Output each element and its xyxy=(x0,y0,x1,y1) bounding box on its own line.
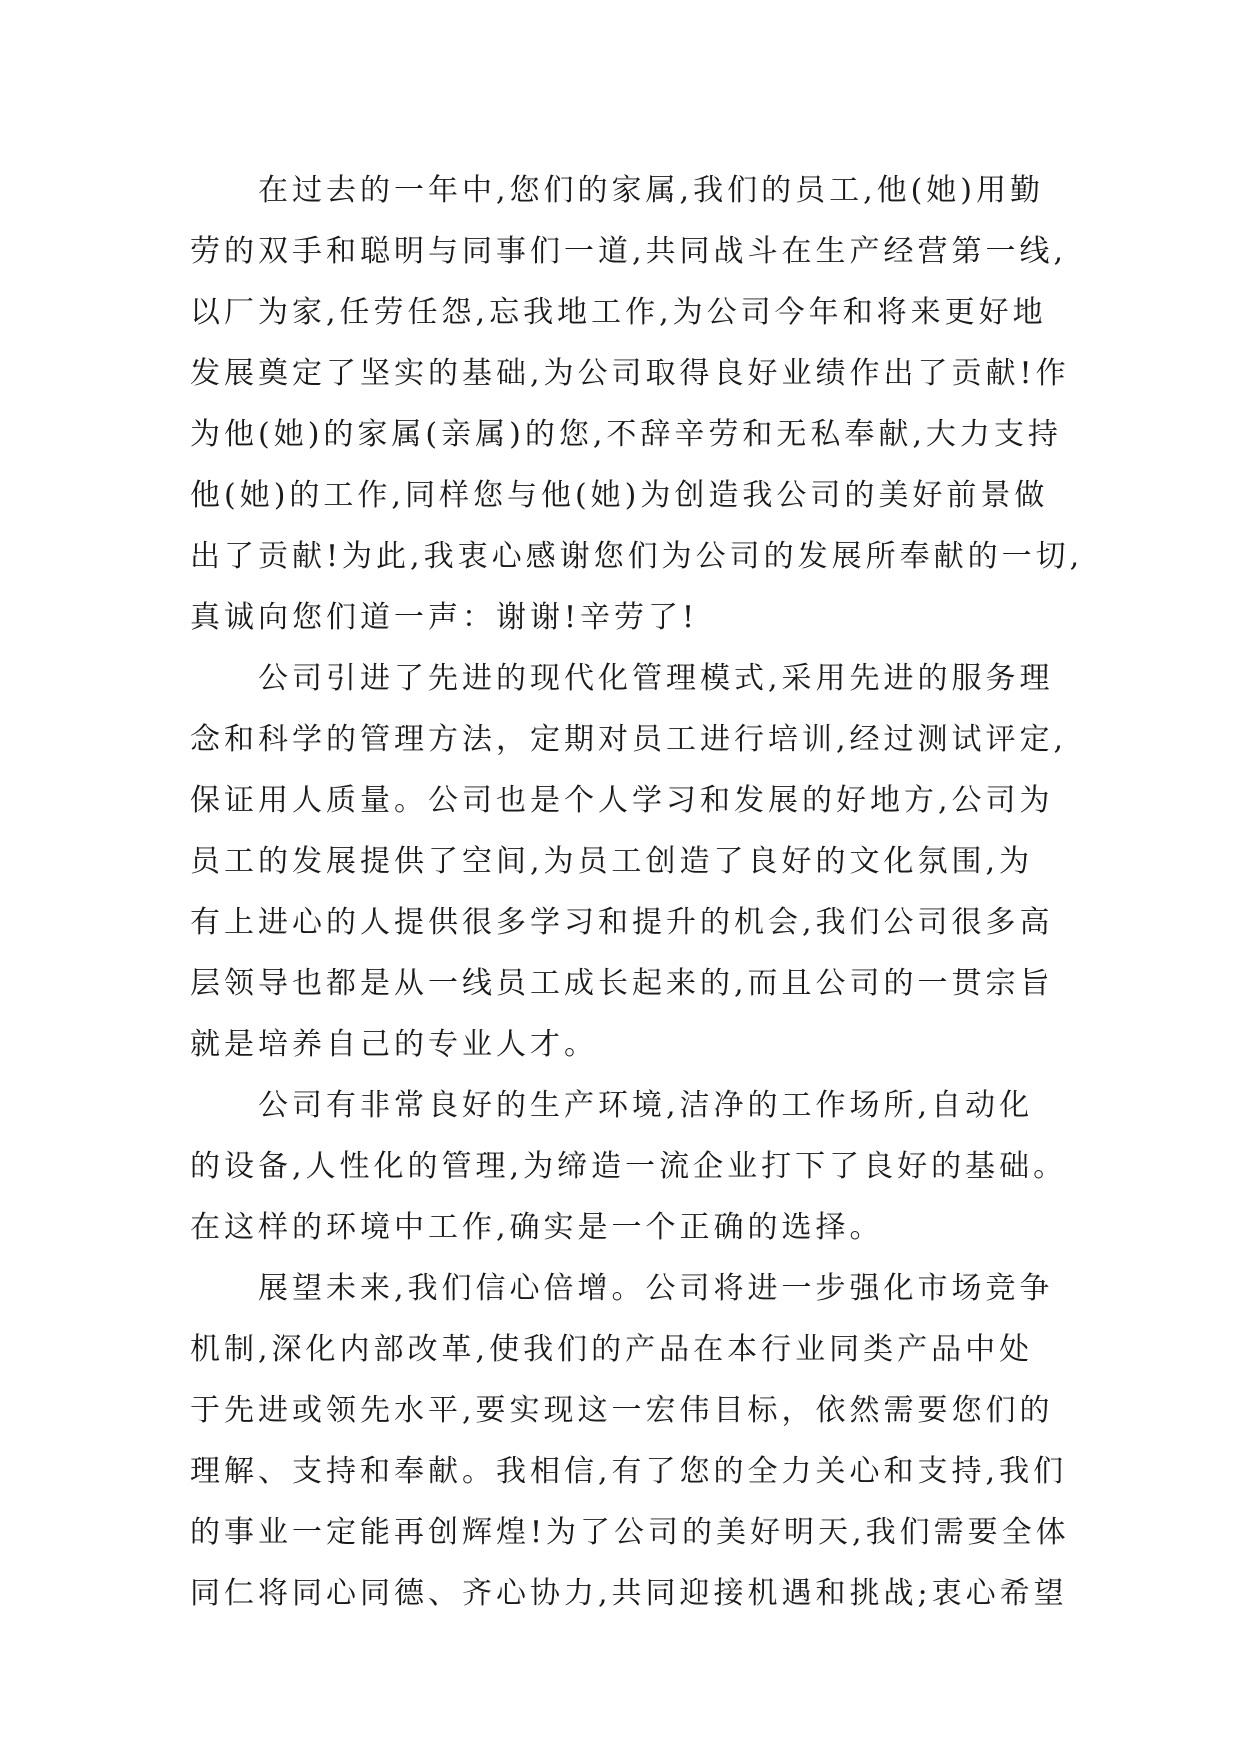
text-line: 就是培养自己的专业人才。 xyxy=(190,1027,598,1062)
text-line: 公司引进了先进的现代化管理模式,采用先进的服务理 xyxy=(258,661,1054,696)
text-line: 理解、支持和奉献。我相信,有了您的全力关心和支持,我们 xyxy=(190,1454,1068,1489)
paragraph-thanks xyxy=(190,160,1084,648)
text-line: 在过去的一年中,您们的家属,我们的员工,他(她)用勤 xyxy=(258,173,1045,208)
text-line: 员工的发展提供了空间,为员工创造了良好的文化氛围,为 xyxy=(190,844,1034,879)
text-line: 出了贡献!为此,我衷心感谢您们为公司的发展所奉献的一切, xyxy=(190,539,1084,574)
text-line: 劳的双手和聪明与同事们一道,共同战斗在生产经营第一线, xyxy=(190,234,1068,269)
text-line: 发展奠定了坚实的基础,为公司取得良好业绩作出了贡献!作 xyxy=(190,356,1070,391)
text-line: 有上进心的人提供很多学习和提升的机会,我们公司很多高 xyxy=(190,905,1054,940)
text-line: 他(她)的工作,同样您与他(她)为创造我公司的美好前景做 xyxy=(190,478,1049,513)
text-line: 念和科学的管理方法，定期对员工进行培训,经过测试评定, xyxy=(190,722,1068,757)
text-line: 以厂为家,任劳任怨,忘我地工作,为公司今年和将来更好地 xyxy=(190,295,1047,330)
text-line: 为他(她)的家属(亲属)的您,不辞辛劳和无私奉献,大力支持 xyxy=(190,417,1062,452)
text-line: 层领导也都是从一线员工成长起来的,而且公司的一贯宗旨 xyxy=(190,966,1054,1001)
paragraph-management xyxy=(190,648,1070,1075)
text-line: 保证用人质量。公司也是个人学习和发展的好地方,公司为 xyxy=(190,783,1054,818)
text-line: 展望未来,我们信心倍增。公司将进一步强化市场竞争 xyxy=(258,1271,1054,1306)
text-line: 于先进或领先水平,要实现这一宏伟目标，依然需要您们的 xyxy=(190,1393,1054,1428)
text-line: 的事业一定能再创辉煌!为了公司的美好明天,我们需要全体 xyxy=(190,1515,1070,1550)
text-line: 公司有非常良好的生产环境,洁净的工作场所,自动化 xyxy=(258,1088,1034,1123)
text-line: 机制,深化内部改革,使我们的产品在本行业同类产品中处 xyxy=(190,1332,1034,1367)
text-line: 的设备,人性化的管理,为缔造一流企业打下了良好的基础。 xyxy=(190,1149,1068,1184)
text-line: 真诚向您们道一声：谢谢!辛劳了! xyxy=(190,600,699,635)
letter-body xyxy=(190,160,1084,1624)
text-line: 同仁将同心同德、齐心协力,共同迎接机遇和挑战;衷心希望 xyxy=(190,1576,1068,1611)
paragraph-outlook xyxy=(190,1258,1070,1624)
paragraph-environment xyxy=(190,1075,1070,1258)
text-line: 在这样的环境中工作,确实是一个正确的选择。 xyxy=(190,1210,884,1245)
